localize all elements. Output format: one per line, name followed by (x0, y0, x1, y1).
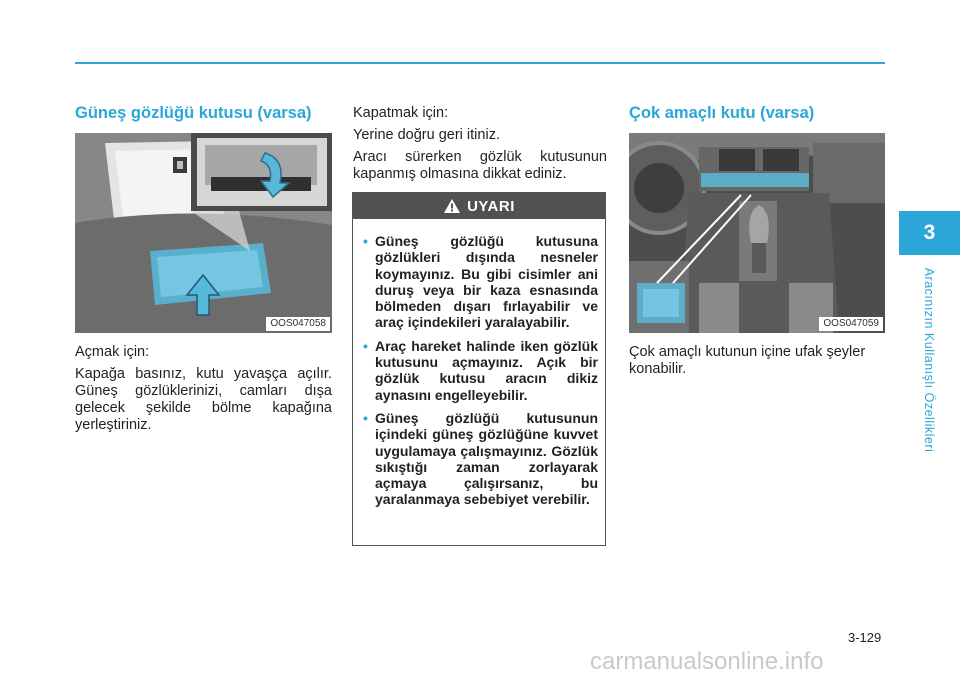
warning-triangle-icon (443, 198, 461, 214)
paragraph-close-heading: Kapatmak için: (353, 105, 449, 121)
warning-item-text: Güneş gözlüğü kutusunun içindeki güneş gözlüğüne kuvvet uygulamaya çalışmayınız. Gözlük sıkıştığı zaman zorlayarak açmaya çalışırsanız, bu yaralanmaya sebebiyet verebilir. (375, 409, 598, 508)
left-column-text (75, 344, 332, 434)
multipurpose-box-illustration (629, 133, 885, 333)
figure-sunglass-holder (75, 133, 332, 333)
figure-code: OOS047058 (266, 317, 330, 331)
paragraph-close-note: Aracı sürerken gözlük kutusunun kapanmış olmasına dikkat ediniz. (353, 149, 607, 182)
paragraph-open-heading: Açmak için: (75, 344, 150, 360)
watermark-text: carmanualsonline.info (590, 648, 824, 675)
warning-item-text: Araç hareket halinde iken gözlük kutusunu açmayınız. Açık bir gözlük kutusu aracın dikiz aynasını engelleyebilir. (375, 337, 598, 403)
warning-list (353, 219, 605, 508)
warning-box (352, 192, 606, 546)
warning-item (363, 338, 598, 403)
chapter-side-label: Aracınızın Kullanışlı Özellikleri (922, 267, 936, 453)
middle-column-text (353, 105, 607, 183)
warning-item-text: Güneş gözlüğü kutusuna gözlükleri dışında nesneler koymayınız. Bu gibi cisimler ani duruş veya bir kaza esnasında bölmeden dışarı fırlayabilir ve araç içindekileri yaralayabilir. (375, 233, 598, 331)
figure-multipurpose-box (629, 133, 885, 333)
paragraph-multipurpose-note: Çok amaçlı kutunun içine ufak şeyler konabilir. (629, 344, 866, 377)
warning-title: UYARI (467, 197, 515, 215)
paragraph-open-instructions: Kapağa basınız, kutu yavaşça açılır. Güneş gözlüklerinizi, camları dışa gelecek şekilde bölme kapağına yerleştiriniz. (75, 366, 332, 433)
section-title-multipurpose-box: Çok amaçlı kutu (varsa) (629, 104, 815, 122)
right-column-text (629, 344, 885, 378)
chapter-number: 3 (923, 221, 936, 244)
warning-header (353, 193, 605, 219)
bullet-icon: • (363, 409, 368, 426)
chapter-tab (899, 211, 960, 255)
page-number: 3-129 (848, 630, 882, 645)
bullet-icon: • (363, 337, 368, 354)
figure-code: OOS047059 (819, 317, 883, 331)
sunglass-holder-illustration (75, 133, 332, 333)
paragraph-close-instruction: Yerine doğru geri itiniz. (353, 127, 500, 143)
warning-item (363, 410, 598, 508)
top-rule (75, 62, 885, 64)
bullet-icon: • (363, 233, 368, 249)
section-title-sunglass-holder: Güneş gözlüğü kutusu (varsa) (75, 104, 312, 122)
warning-item (363, 233, 598, 331)
